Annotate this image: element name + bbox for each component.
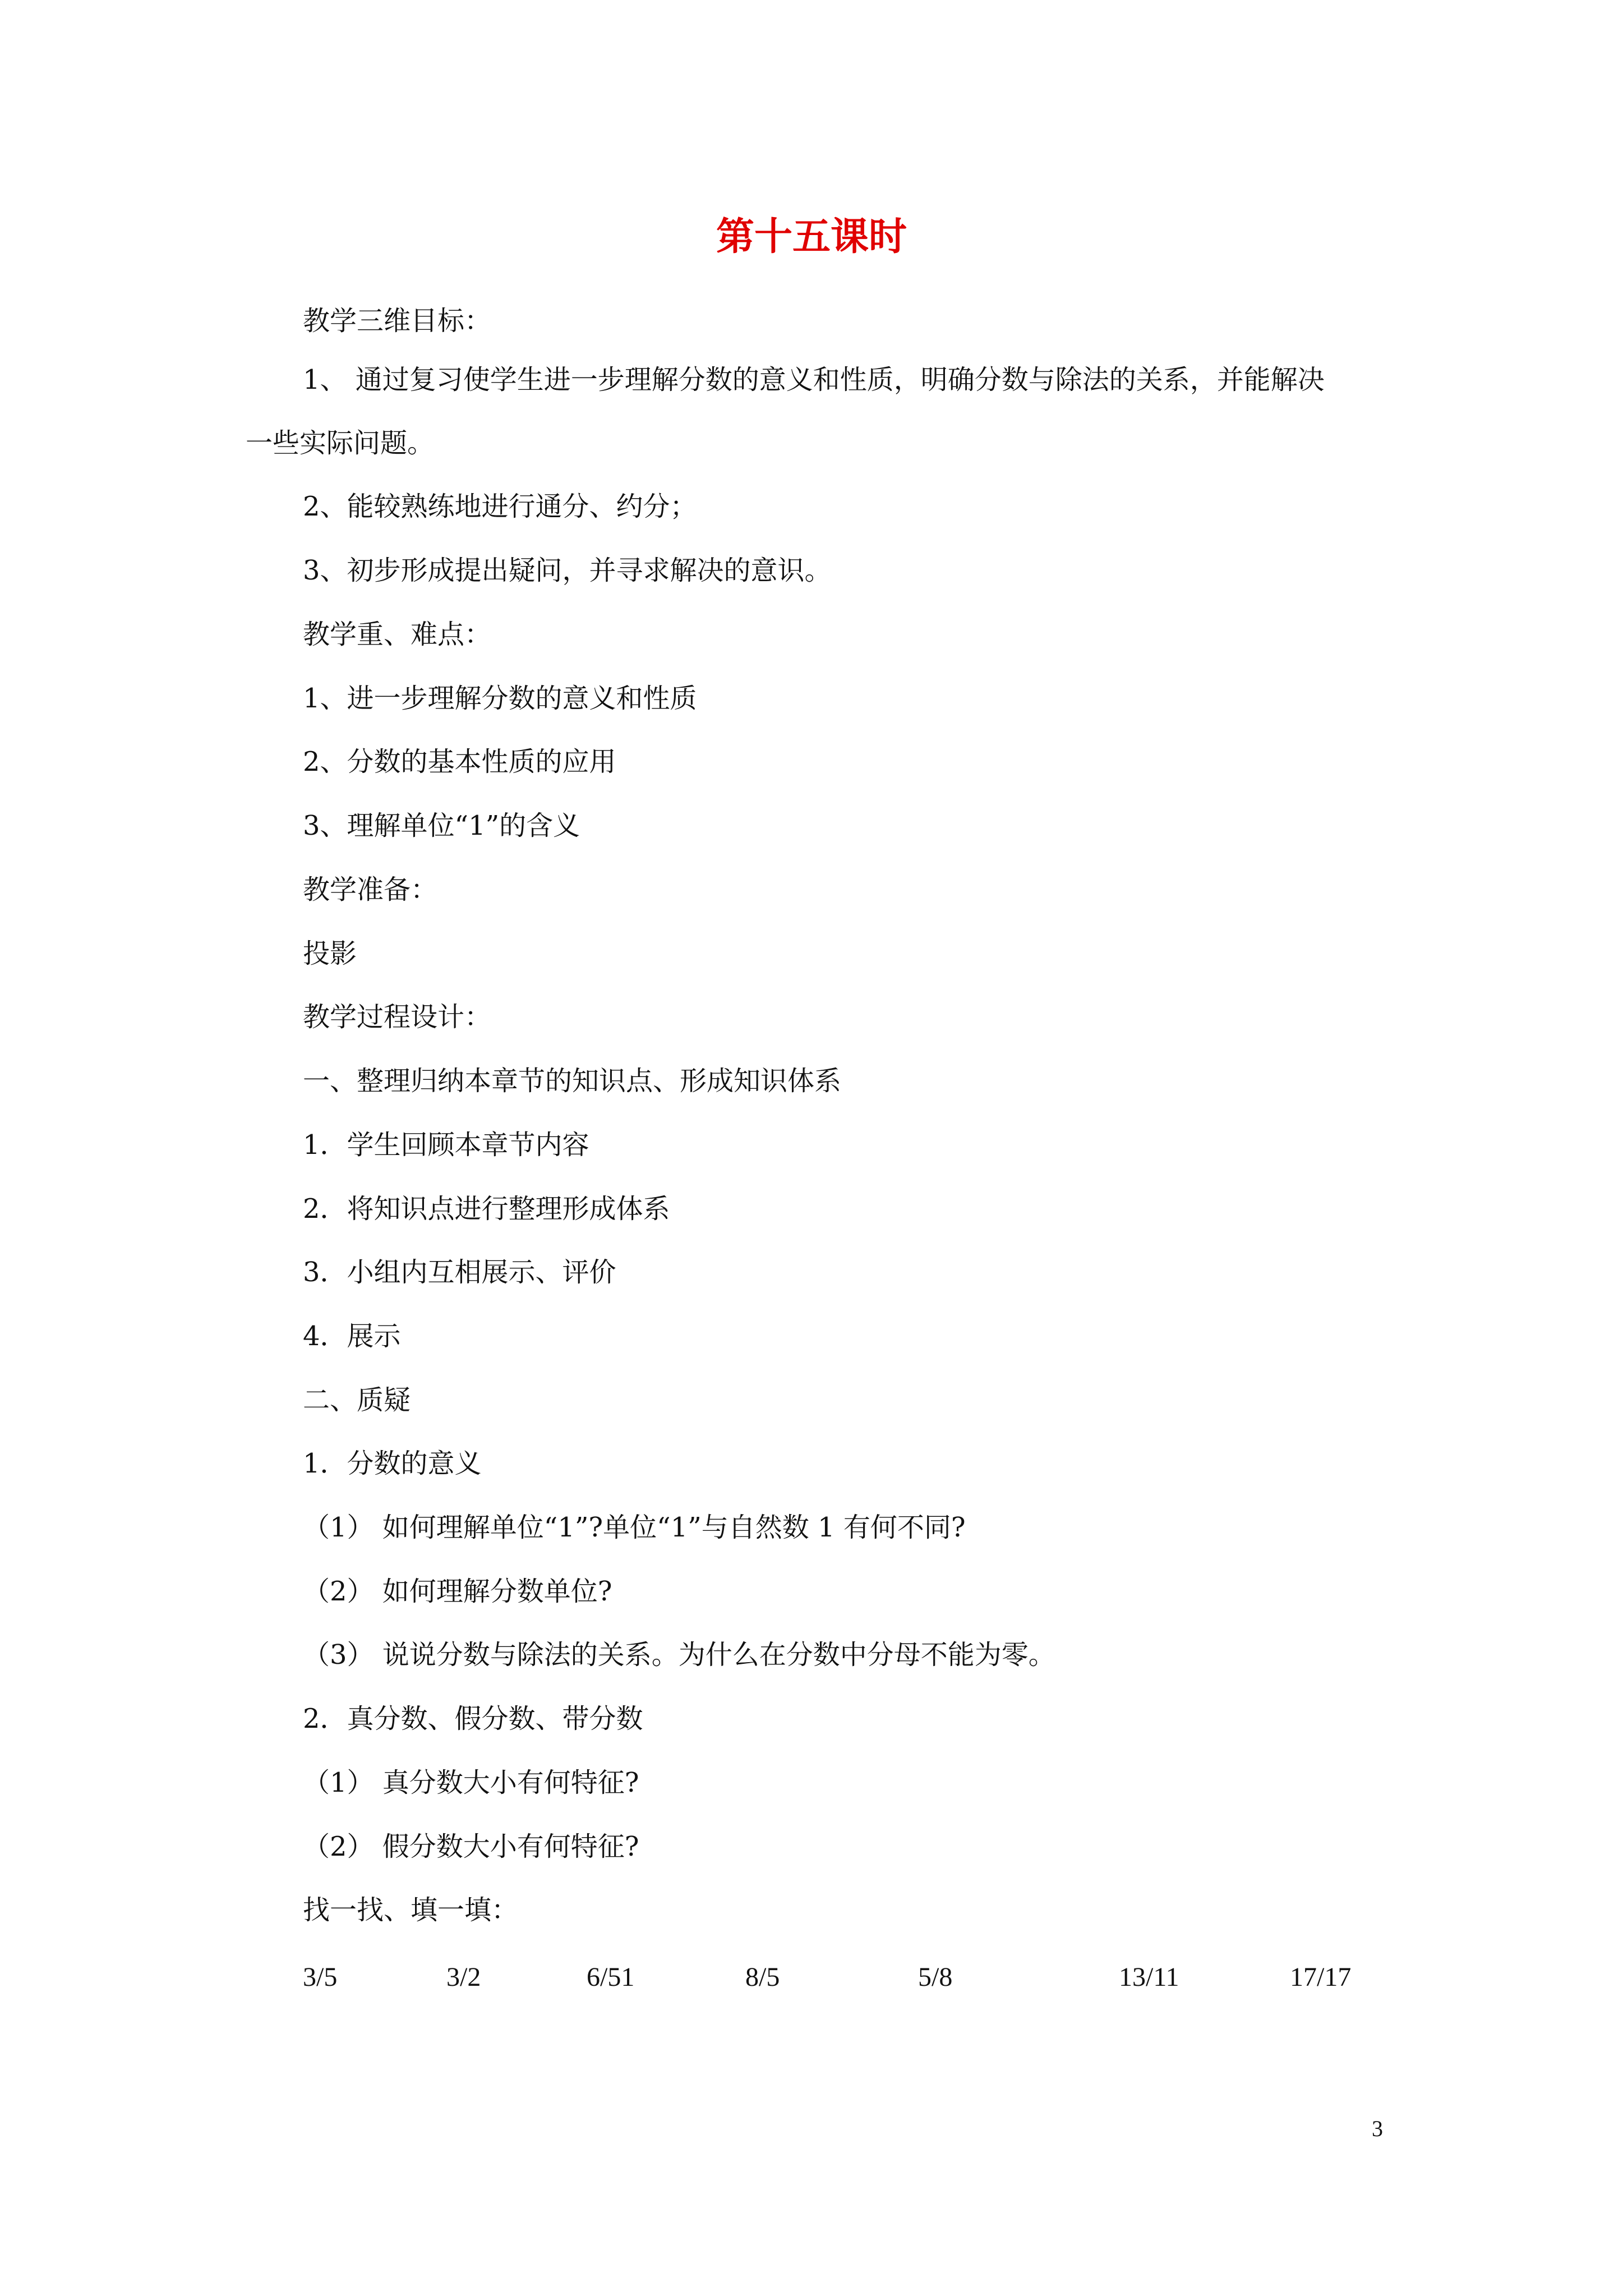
- objective-1-continued: 一些实际问题。: [246, 427, 435, 459]
- question-1-2: （2） 如何理解分数单位?: [303, 1576, 612, 1607]
- exercise-heading: 找一找、填一填：: [303, 1894, 519, 1926]
- process-step-2: 2．将知识点进行整理形成体系: [303, 1193, 670, 1225]
- objective-2: 2、能较熟练地进行通分、约分；: [303, 491, 697, 522]
- fraction-item: 17/17: [1290, 1962, 1352, 1992]
- question-1-1: （1） 如何理解单位“1”?单位“1”与自然数 1 有何不同?: [303, 1512, 966, 1543]
- question-2-2: （2） 假分数大小有何特征?: [303, 1831, 639, 1862]
- question-2-1: （1） 真分数大小有何特征?: [303, 1767, 639, 1798]
- process-step-3: 3．小组内互相展示、评价: [303, 1257, 616, 1288]
- process-step-1: 1．学生回顾本章节内容: [303, 1129, 589, 1161]
- fraction-item: 13/11: [1119, 1962, 1179, 1992]
- page-number: 3: [1372, 2116, 1383, 2141]
- process-part-2: 二、质疑: [303, 1384, 411, 1416]
- fraction-item: 8/5: [745, 1962, 780, 1992]
- key-point-3: 3、理解单位“1”的含义: [303, 810, 580, 841]
- key-point-1: 1、进一步理解分数的意义和性质: [303, 683, 697, 714]
- preparation-item: 投影: [303, 938, 357, 969]
- section-heading-process: 教学过程设计：: [303, 1001, 492, 1033]
- key-point-2: 2、分数的基本性质的应用: [303, 746, 616, 777]
- section-heading-objectives: 教学三维目标：: [303, 305, 492, 337]
- fraction-item: 3/5: [303, 1962, 338, 1992]
- question-group-2: 2．真分数、假分数、带分数: [303, 1703, 643, 1734]
- process-part-1: 一、整理归纳本章节的知识点、形成知识体系: [303, 1065, 842, 1097]
- section-heading-key-points: 教学重、难点：: [303, 619, 492, 650]
- page-title: 第十五课时: [716, 214, 907, 259]
- objective-1: 1、 通过复习使学生进一步理解分数的意义和性质，明确分数与除法的关系，并能解决: [303, 364, 1325, 395]
- fraction-item: 5/8: [918, 1962, 953, 1992]
- process-step-4: 4．展示: [303, 1320, 401, 1352]
- question-group-1: 1．分数的意义: [303, 1448, 482, 1479]
- question-1-3: （3） 说说分数与除法的关系。为什么在分数中分母不能为零。: [303, 1639, 1055, 1671]
- objective-3: 3、初步形成提出疑问，并寻求解决的意识。: [303, 555, 832, 586]
- fraction-item: 6/51: [587, 1962, 635, 1992]
- fraction-item: 3/2: [446, 1962, 481, 1992]
- section-heading-preparation: 教学准备：: [303, 874, 438, 905]
